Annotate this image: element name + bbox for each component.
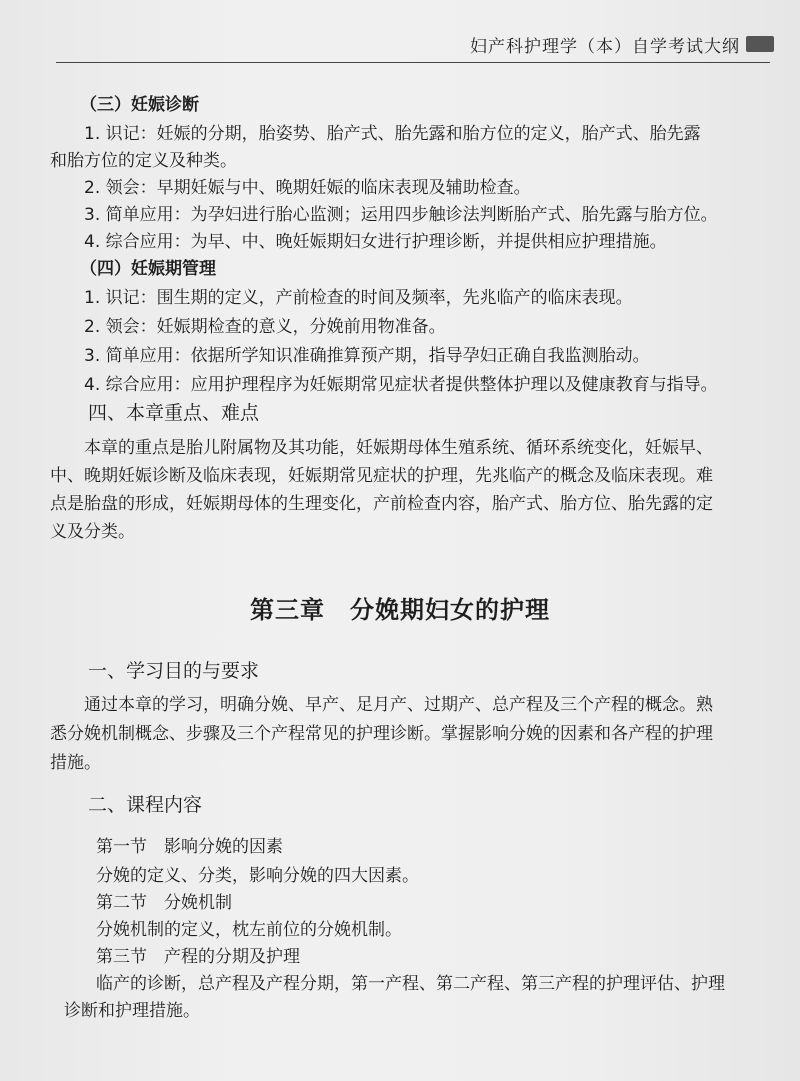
paragraph-line: 通过本章的学习，明确分娩、早产、足月产、过期产、总产程及三个产程的概念。熟 xyxy=(84,695,713,715)
paragraph-line: 分娩机制的定义，枕左前位的分娩机制。 xyxy=(96,920,402,940)
paragraph-line: 临产的诊断，总产程及产程分期，第一产程、第二产程、第三产程的护理评估、护理 xyxy=(96,974,725,994)
list-item: 1. 识记：围生期的定义，产前检查的时间及频率，先兆临产的临床表现。 xyxy=(84,288,633,308)
section-heading-goals: 一、学习目的与要求 xyxy=(88,660,260,682)
section-title: 第三节 产程的分期及护理 xyxy=(96,947,300,967)
section-heading-key-points: 四、本章重点、难点 xyxy=(88,402,260,424)
paragraph-line: 诊断和护理措施。 xyxy=(64,1001,200,1021)
list-item: 和胎方位的定义及种类。 xyxy=(50,151,237,171)
section-title: 第二节 分娩机制 xyxy=(96,893,232,913)
section-title: 第一节 影响分娩的因素 xyxy=(96,837,283,857)
list-item: 3. 简单应用：为孕妇进行胎心监测；运用四步触诊法判断胎产式、胎先露与胎方位。 xyxy=(84,205,718,225)
list-item: 2. 领会：妊娠期检查的意义，分娩前用物准备。 xyxy=(84,317,446,337)
list-item: 3. 简单应用：依据所学知识准确推算预产期，指导孕妇正确自我监测胎动。 xyxy=(84,346,650,366)
paragraph-line: 义及分类。 xyxy=(50,522,135,542)
chapter-title: 第三章 分娩期妇女的护理 xyxy=(250,595,550,624)
section-heading-pregnancy-management: （四）妊娠期管理 xyxy=(80,259,216,279)
paragraph-line: 措施。 xyxy=(50,753,101,773)
list-item: 4. 综合应用：为早、中、晚妊娠期妇女进行护理诊断，并提供相应护理措施。 xyxy=(84,232,667,252)
list-item: 2. 领会：早期妊娠与中、晚期妊娠的临床表现及辅助检查。 xyxy=(84,178,531,198)
section-heading-pregnancy-diagnosis: （三）妊娠诊断 xyxy=(80,95,199,115)
list-item: 4. 综合应用：应用护理程序为妊娠期常见症状者提供整体护理以及健康教育与指导。 xyxy=(84,375,718,395)
paragraph-line: 中、晚期妊娠诊断及临床表现，妊娠期常见症状的护理，先兆临产的概念及临床表现。难 xyxy=(50,466,713,486)
list-item: 1. 识记：妊娠的分期，胎姿势、胎产式、胎先露和胎方位的定义，胎产式、胎先露 xyxy=(84,124,701,144)
paragraph-line: 分娩的定义、分类，影响分娩的四大因素。 xyxy=(96,866,419,886)
running-head: 妇产科护理学（本）自学考试大纲 xyxy=(470,37,740,57)
section-heading-course-content: 二、课程内容 xyxy=(88,794,203,816)
paragraph-line: 悉分娩机制概念、步骤及三个产程常见的护理诊断。掌握影响分娩的因素和各产程的护理 xyxy=(50,724,713,744)
paragraph-line: 点是胎盘的形成，妊娠期母体的生理变化，产前检查内容，胎产式、胎方位、胎先露的定 xyxy=(50,494,713,514)
paragraph-line: 本章的重点是胎儿附属物及其功能，妊娠期母体生殖系统、循环系统变化，妊娠早、 xyxy=(84,438,713,458)
